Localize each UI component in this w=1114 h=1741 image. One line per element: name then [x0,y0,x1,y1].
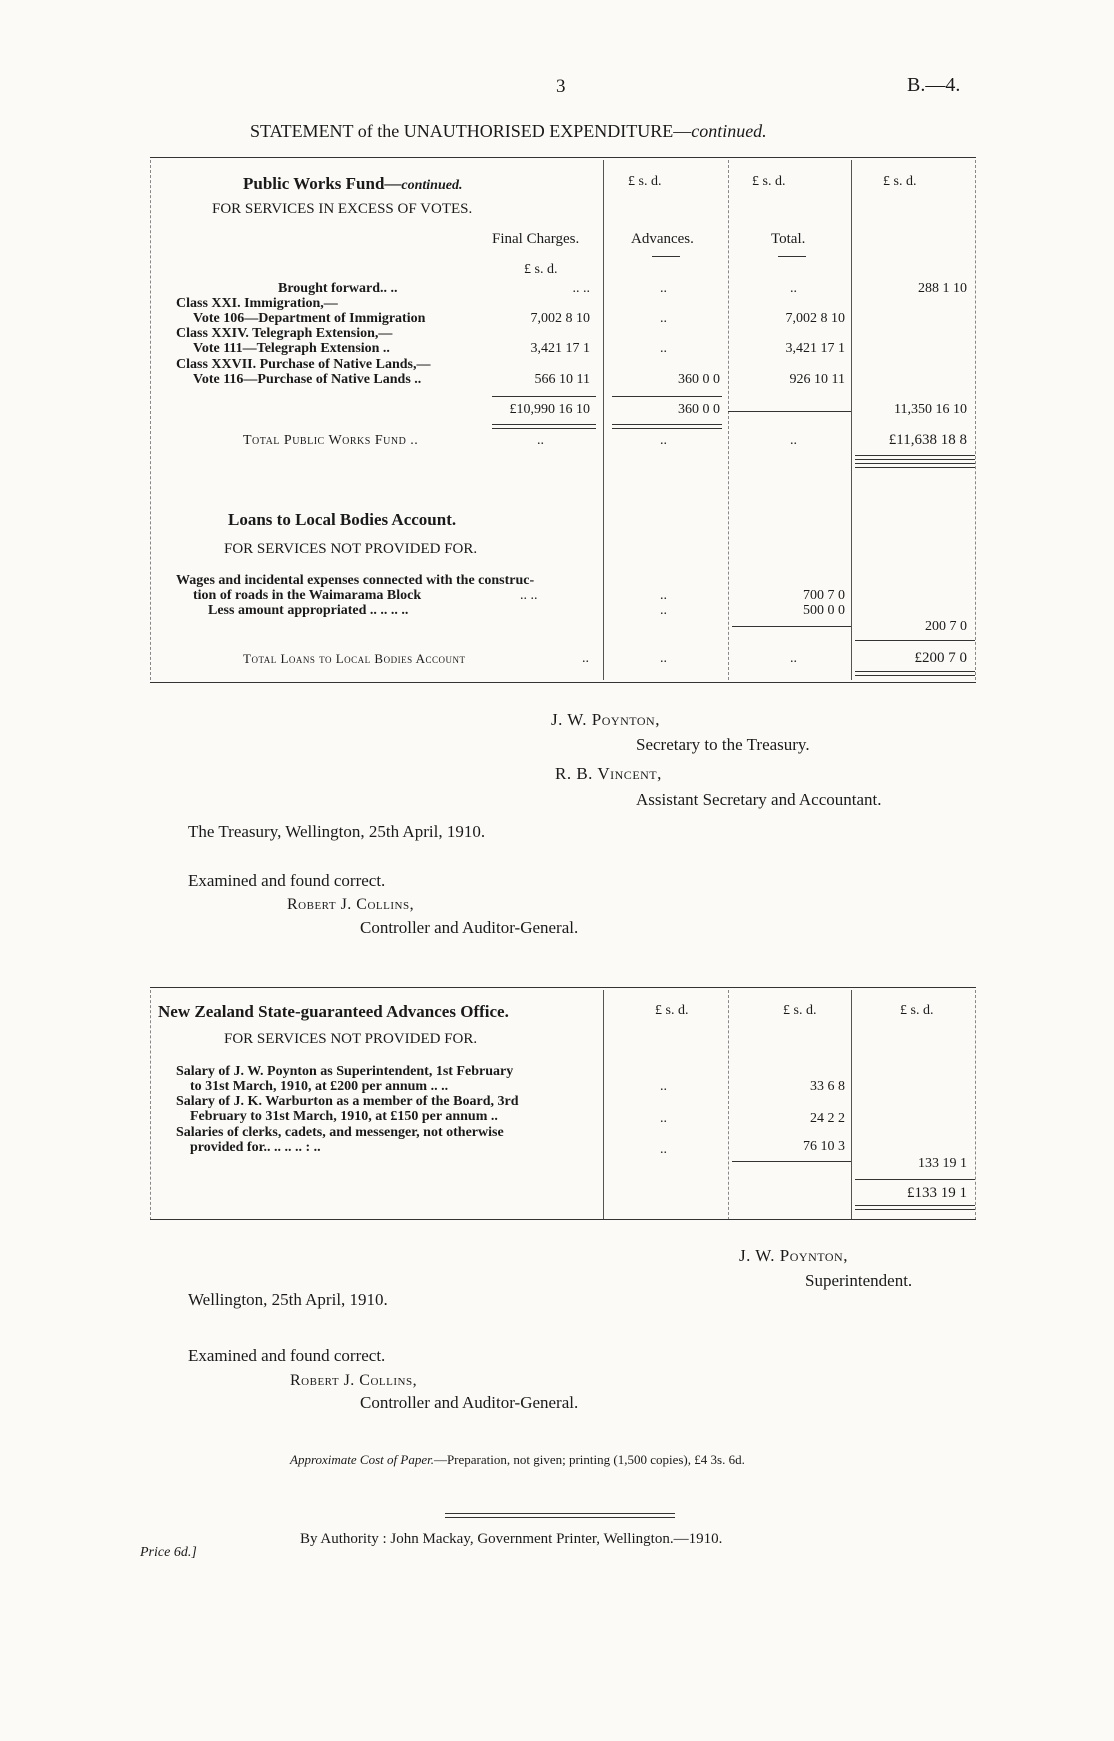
total-underline [778,256,806,257]
wages-line-1: Wages and incidental expenses connected with the construc- [176,573,535,588]
page-number: 3 [556,76,566,97]
loans-section-title: Loans to Local Bodies Account. [228,510,457,529]
vote-111-final: 3,421 17 1 [530,341,590,356]
total-loans-label: Total Loans to Local Bodies Account [243,651,466,666]
less-appropriated-total: 500 0 0 [803,603,845,618]
vote-106-final: 7,002 8 10 [530,311,590,326]
statement-title-text: STATEMENT of the UNAUTHORISED EXPENDITURE— [250,121,692,141]
column-header-advances: Advances. [631,231,694,247]
table1-left-edge [150,160,151,680]
signatory-name-vincent: R. B. Vincent, [555,764,662,783]
table1-col-divider [851,160,852,680]
signatory-title-accountant: Assistant Secretary and Accountant. [636,790,882,809]
column-header-final-charges: Final Charges. [492,231,580,247]
currency-header-advances: £ s. d. [628,174,662,189]
total-loans-grand: £200 7 0 [914,650,967,666]
vote-111-label: Vote 111—Telegraph Extension .. [193,341,390,356]
total-public-works-total: .. [790,433,797,448]
statement-title-continued: continued. [691,121,767,141]
cost-of-paper [290,1452,745,1468]
class-xxiv-heading: Class XXIV. Telegraph Extension,— [176,326,393,341]
wages-line-2: tion of roads in the Waimarama Block [193,588,422,603]
table2-grand: £133 19 1 [907,1185,967,1201]
vote-116-advances: 360 0 0 [678,372,720,387]
currency-header-total: £ s. d. [752,174,786,189]
loans-net-rule [855,640,975,641]
signatory-title-secretary: Secretary to the Treasury. [636,735,810,754]
vote-116-final: 566 10 11 [534,372,590,387]
superintendent-name: J. W. Poynton, [739,1246,848,1265]
row2-line-2: February to 31st March, 1910, at £150 per annum .. [190,1109,498,1124]
table2-net-rule [855,1179,975,1180]
row1-line-2: to 31st March, 1910, at £200 per annum .. .. [190,1079,449,1094]
subtotal-rule [612,396,722,397]
row2-line-1: Salary of J. K. Warburton as a member of the Board, 3rd [176,1094,519,1109]
brought-forward-label: Brought forward.. .. [278,281,398,296]
table1-bottom-rule [150,682,976,683]
advances-office-subheading: FOR SERVICES NOT PROVIDED FOR. [224,1031,478,1047]
table2-grand-double-rule [855,1205,975,1210]
wages-advances: .. [660,588,667,603]
row1-advances: .. [660,1079,667,1094]
row2-advances: .. [660,1111,667,1126]
document-code: B.—4. [907,74,961,96]
footer-rule [445,1517,675,1518]
row3-line-2: provided for.. .. .. .. : .. [190,1140,321,1155]
table2-top-rule [150,987,976,988]
superintendent-title: Superintendent. [805,1271,913,1290]
loans-subheading: FOR SERVICES NOT PROVIDED FOR. [224,541,478,557]
table2-bottom-rule [150,1219,976,1220]
statement-title [250,121,767,142]
price: Price 6d.] [140,1545,197,1560]
final-currency-header: £ s. d. [524,262,558,277]
double-rule [612,424,722,429]
subheading-excess-votes: FOR SERVICES IN EXCESS OF VOTES. [212,201,473,217]
subtotal-grand: 11,350 16 10 [894,402,967,417]
examined-statement: Examined and found correct. [188,871,386,890]
examined-statement-2: Examined and found correct. [188,1346,386,1365]
row1-total: 33 6 8 [810,1079,845,1094]
table2-net: 133 19 1 [918,1156,967,1171]
subtotal-total-rule [728,411,851,412]
table2-col-divider [728,990,729,1220]
loans-subtotal-rule [732,626,851,627]
auditor-title-2: Controller and Auditor-General. [360,1393,579,1412]
footer-rule [445,1513,675,1514]
subtotal-final: £10,990 16 10 [509,402,590,417]
table1-top-rule [150,157,976,158]
subtotal-advances: 360 0 0 [678,402,720,417]
table1-col-divider [975,160,976,680]
currency-header-grand: £ s. d. [883,174,917,189]
signatory-name-poynton: J. W. Poynton, [551,710,660,729]
row2-total: 24 2 2 [810,1111,845,1126]
vote-116-label: Vote 116—Purchase of Native Lands .. [193,372,422,387]
advances-underline [652,256,680,257]
auditor-name: Robert J. Collins, [287,896,415,913]
wages-dots: .. .. [520,588,538,603]
table1-col-divider [728,160,729,680]
loans-net-grand: 200 7 0 [925,619,967,634]
loans-grand-double-rule [855,671,975,676]
brought-forward-total: .. [790,281,797,296]
grand-double-rule [855,463,975,468]
total-loans-total: .. [790,651,797,666]
class-xxvii-heading: Class XXVII. Purchase of Native Lands,— [176,357,431,372]
wages-total: 700 7 0 [803,588,845,603]
total-public-works-label: Total Public Works Fund .. [243,433,419,448]
section-title-text: Public Works Fund— [243,174,402,193]
table2-subtotal-rule [732,1161,851,1162]
total-public-works-advances: .. [660,433,667,448]
column-header-total: Total. [771,231,806,247]
table2-col-divider [851,990,852,1220]
advances-office-title: New Zealand State-guaranteed Advances Office. [158,1002,509,1021]
table1-col-divider [603,160,604,680]
wellington-place-date: Wellington, 25th April, 1910. [188,1290,388,1309]
auditor-title: Controller and Auditor-General. [360,918,579,937]
vote-106-label: Vote 106—Department of Immigration [193,311,426,326]
table2-col-divider [603,990,604,1220]
total-public-works-grand: £11,638 18 8 [888,432,967,448]
brought-forward-grand: 288 1 10 [918,281,967,296]
auditor-name-2: Robert J. Collins, [290,1372,418,1389]
table2-left-edge [150,990,151,1220]
double-rule [492,424,596,429]
total-loans-advances: .. [660,651,667,666]
brought-forward-advances: .. [660,281,667,296]
vote-111-total: 3,421 17 1 [785,341,845,356]
currency-header-1: £ s. d. [655,1003,689,1018]
class-xxi-heading: Class XXI. Immigration,— [176,296,338,311]
currency-header-2: £ s. d. [783,1003,817,1018]
table2-col-divider [975,990,976,1220]
less-appropriated-label: Less amount appropriated .. .. .. .. [208,603,409,618]
brought-forward-final: .. .. [572,281,590,296]
currency-header-3: £ s. d. [900,1003,934,1018]
treasury-place-date: The Treasury, Wellington, 25th April, 1910. [188,822,486,841]
row3-advances: .. [660,1142,667,1157]
grand-double-rule [855,455,975,460]
total-loans-final: .. [582,651,589,666]
row3-total: 76 10 3 [803,1139,845,1154]
total-public-works-final: .. [537,433,544,448]
cost-of-paper-detail: —Preparation, not given; printing (1,500 copies), £4 3s. 6d. [433,1452,745,1467]
section-title-public-works [243,174,462,194]
less-appropriated-advances: .. [660,603,667,618]
vote-111-advances: .. [660,341,667,356]
row3-line-1: Salaries of clerks, cadets, and messenger, not otherwise [176,1125,504,1140]
vote-106-total: 7,002 8 10 [785,311,845,326]
subtotal-rule [492,396,596,397]
vote-106-advances: .. [660,311,667,326]
cost-of-paper-label: Approximate Cost of Paper. [290,1452,434,1467]
vote-116-total: 926 10 11 [789,372,845,387]
row1-line-1: Salary of J. W. Poynton as Superintendent, 1st February [176,1064,514,1079]
printer-authority: By Authority : John Mackay, Government Printer, Wellington.—1910. [300,1531,723,1547]
section-title-continued: continued. [401,178,463,193]
